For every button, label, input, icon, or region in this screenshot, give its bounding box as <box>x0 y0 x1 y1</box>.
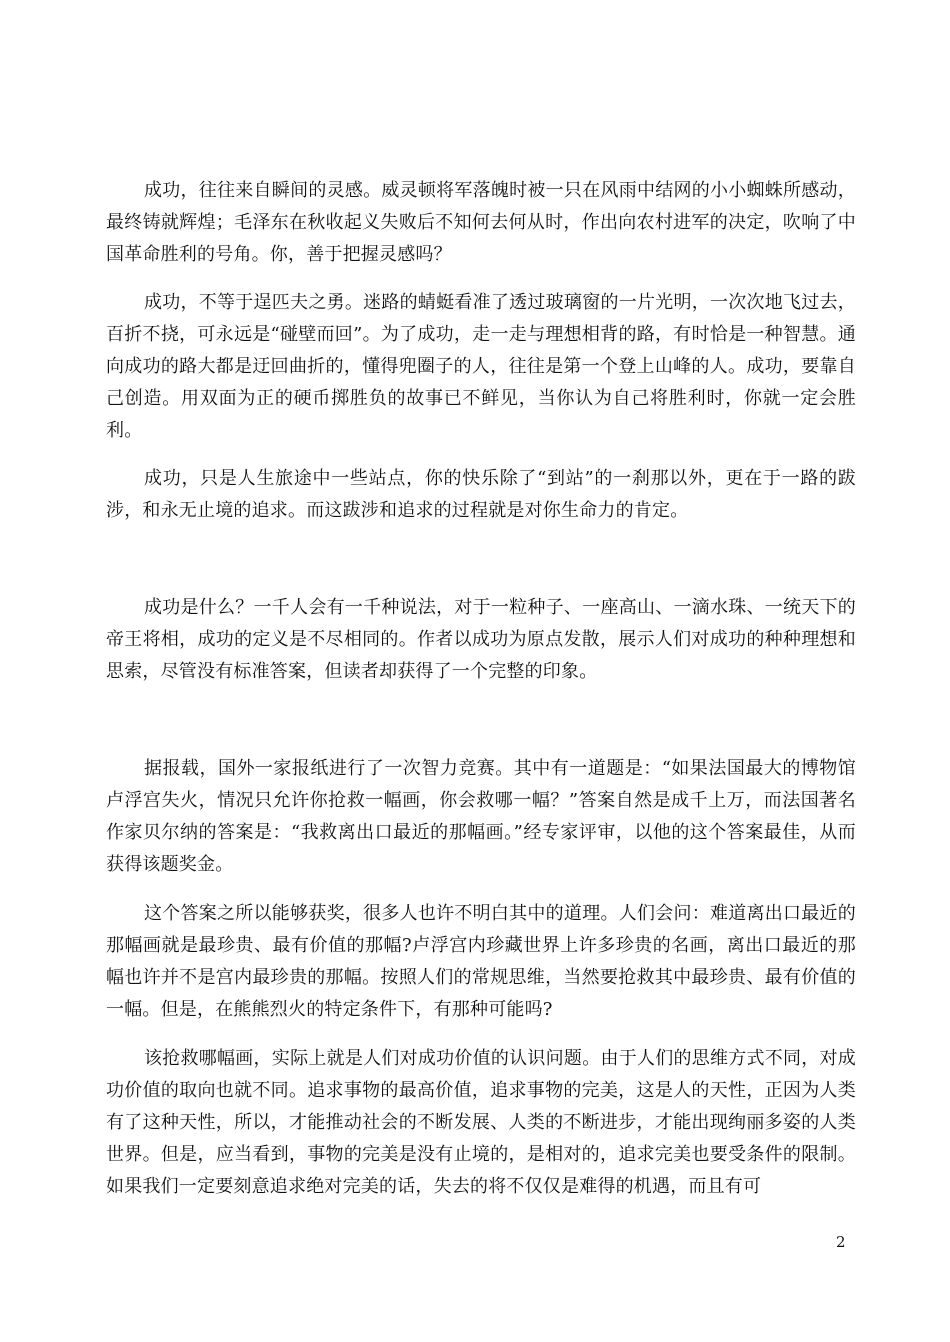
paragraph-inspiration: 成功，往往来自瞬间的灵感。威灵顿将军落魄时被一只在风雨中结网的小小蜘蛛所感动，最终铸就辉煌；毛泽东在秋收起义失败后不知何去何从时，作出向农村进军的决定，吹响了中国革命胜利的号角。你，善于把握灵感吗？ <box>106 180 856 265</box>
paragraph-success-value: 该抢救哪幅画，实际上就是人们对成功价值的认识问题。由于人们的思维方式不同，对成功价值的取向也就不同。追求事物的最高价值，追求事物的完美，这是人的天性，正因为人类有了这种天性，所以，才能推动社会的不断发展、人类的不断进步，才能出现绚丽多姿的人类世界。但是，应当看到，事物的完美是没有止境的，是相对的，追求完美也要受条件的限制。如果我们一定要刻意追求绝对完美的话，失去的将不仅仅是难得的机遇，而且有可 <box>106 1048 856 1197</box>
page-number: 2 <box>836 1233 846 1251</box>
paragraph-commentary: 成功是什么？一千人会有一千种说法，对于一粒种子、一座高山、一滴水珠、一统天下的帝王将相，成功的定义是不尽相同的。作者以成功为原点发散，展示人们对成功的种种理想和思索，尽管没有标准答案，但读者却获得了一个完整的印象。 <box>106 597 856 682</box>
paragraph-answer-analysis: 这个答案之所以能够获奖，很多人也许不明白其中的道理。人们会问：难道离出口最近的那幅画就是最珍贵、最有价值的那幅?卢浮宫内珍藏世界上许多珍贵的名画，离出口最近的那幅也许并不是宫内最珍贵的那幅。按照人们的常规思维，当然要抢救其中最珍贵、最有价值的一幅。但是，在熊熊烈火的特定条件下，有那种可能吗? <box>106 903 856 1020</box>
paragraph-courage: 成功，不等于逞匹夫之勇。迷路的蜻蜓看准了透过玻璃窗的一片光明，一次次地飞过去，百折不挠，可永远是“碰壁而回”。为了成功，走一走与理想相背的路，有时恰是一种智慧。通向成功的路大都是迂回曲折的，懂得兜圈子的人，往往是第一个登上山峰的人。成功，要靠自己创造。用双面为正的硬币掷胜负的故事已不鲜见，当你认为自己将胜利时，你就一定会胜利。 <box>106 292 856 441</box>
paragraph-louvre-contest: 据报载，国外一家报纸进行了一次智力竞赛。其中有一道题是：“如果法国最大的博物馆卢浮宫失火，情况只允许你抢救一幅画，你会救哪一幅？”答案自然是成千上万，而法国著名作家贝尔纳的答案是：“我救离出口最近的那幅画。”经专家评审，以他的这个答案最佳，从而获得该题奖金。 <box>106 758 856 875</box>
paragraph-journey: 成功，只是人生旅途中一些站点，你的快乐除了“到站”的一刹那以外，更在于一路的跋涉，和永无止境的追求。而这跋涉和追求的过程就是对你生命力的肯定。 <box>106 468 856 521</box>
